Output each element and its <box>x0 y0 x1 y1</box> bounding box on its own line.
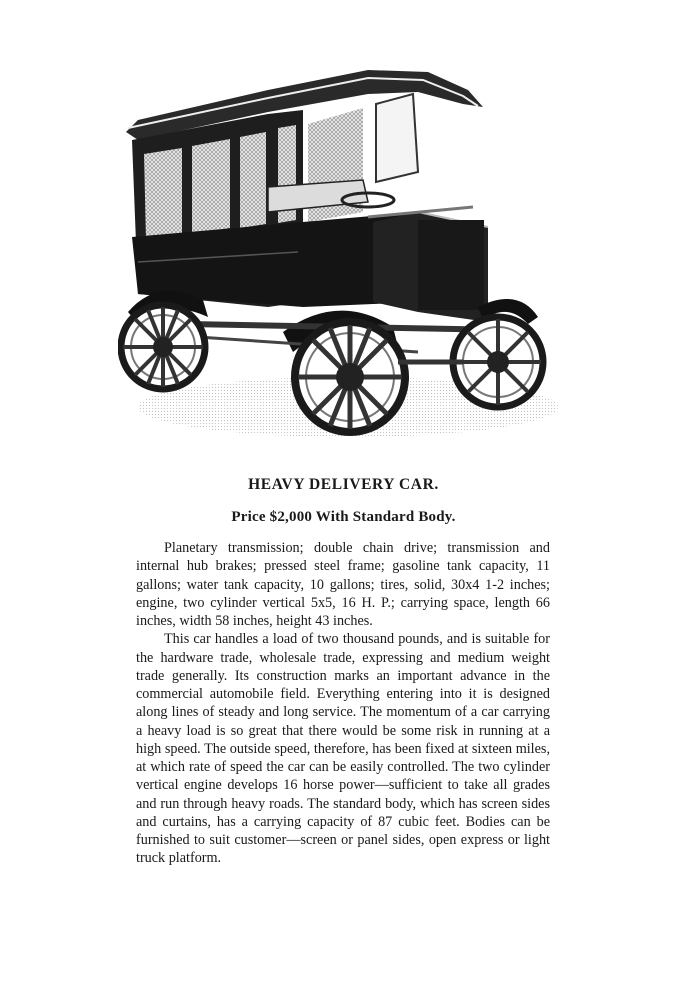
specs-paragraph: Planetary transmission; double chain drive; transmission and internal hub brakes; pressed steel frame; gasoline tank capacity, 11 gallons; water tank capacity, 10 gallons; tires, solid, 30x4 1-2 inches; engine, two cylinder vertical 5x5, 16 H. P.; carrying space, length 66 inches, width 58 inches, height 43 inches. <box>136 540 550 629</box>
price-line: Price $2,000 With Standard Body. <box>231 509 456 525</box>
delivery-car-illustration <box>118 62 558 447</box>
page-title: HEAVY DELIVERY CAR. <box>248 476 439 493</box>
description <box>136 539 550 868</box>
description-paragraph: This car handles a load of two thousand pounds, and is suitable for the hardware trade, wholesale trade, expressing and medium weight trade generally. Its construction marks an important advance in the commercial automobile field. Everything entering into it is designed along lines of steady and long service. The momentum of a car carrying a heavy load is so great that there would be some risk in running at a high speed. The outside speed, therefore, has been fixed at sixteen miles, at which rate of speed the car can be easily controlled. The two cylinder vertical engine develops 16 horse power—sufficient to take all grades and run through heavy roads. The standard body, which has screen sides and curtains, has a carrying capacity of 87 cubic feet. Bodies can be furnished to suit customer—screen or panel sides, open express or light truck platform. <box>136 631 550 867</box>
